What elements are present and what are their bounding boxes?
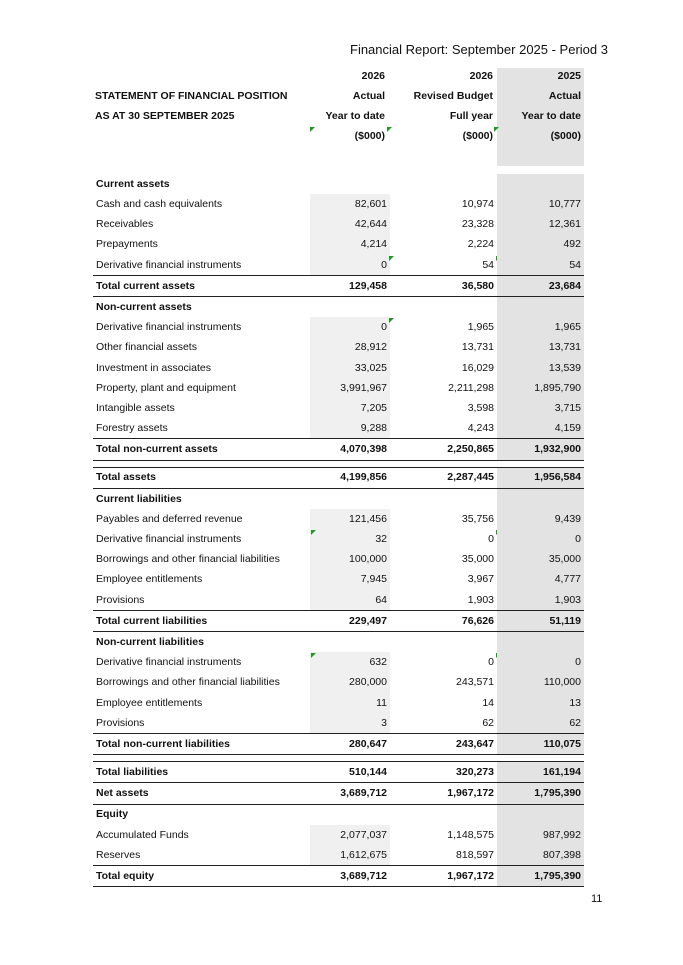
value-2025-actual: 23,684 [497, 275, 584, 296]
value-2026-budget: 13,731 [461, 341, 494, 354]
table-row [93, 529, 584, 549]
value-2026-actual: 1,612,675 [310, 845, 390, 866]
value-2026-actual: 82,601 [310, 194, 390, 214]
row-label: Derivative financial instruments [96, 533, 242, 546]
value-2026-budget: 2,211,298 [448, 381, 494, 394]
value-2025-actual: 110,000 [497, 673, 584, 693]
value-2026-budget: 818,597 [456, 848, 494, 861]
section-header-row [93, 488, 584, 509]
value-2026-actual: 0 [310, 255, 390, 276]
row-label: Receivables [96, 218, 154, 231]
value-2026-actual [310, 174, 390, 194]
value-2025-actual: 13,539 [497, 358, 584, 378]
value-2026-actual [310, 755, 390, 762]
value-2026-actual: 129,458 [310, 275, 390, 296]
value-2025-actual [497, 488, 584, 509]
value-2026-budget: 1,967,172 [390, 866, 497, 887]
value-2026-budget: 35,000 [461, 553, 494, 566]
row-label: Intangible assets [96, 401, 175, 414]
value-2026-budget: 1,965 [467, 321, 494, 334]
comment-marker-icon [311, 530, 316, 535]
value-2026-actual [310, 804, 390, 825]
table-row [93, 673, 584, 693]
value-2026-budget: 1,967,172 [390, 783, 497, 804]
value-2025-actual [497, 297, 584, 318]
value-2025-actual: 1,932,900 [497, 439, 584, 460]
table-row [93, 509, 584, 529]
value-2026-actual: 11 [310, 693, 390, 713]
row-label: Derivative financial instruments [96, 258, 242, 271]
value-2026-budget [390, 174, 497, 194]
row-label: Investment in associates [96, 361, 211, 374]
total-row [93, 610, 584, 631]
value-2026-budget: 2,287,445 [390, 467, 497, 488]
table-row [93, 418, 584, 439]
value-2026-budget [390, 755, 497, 762]
value-2025-actual: 0 [497, 529, 584, 549]
col3-year: 2025 [557, 70, 581, 82]
total-row [93, 275, 584, 296]
row-label: Employee entitlements [96, 573, 203, 586]
table-row [93, 338, 584, 358]
value-2025-actual: 1,795,390 [497, 866, 584, 887]
table-row [93, 214, 584, 234]
value-2026-budget [390, 632, 497, 653]
value-2026-actual: 42,644 [310, 214, 390, 234]
value-2025-actual [497, 632, 584, 653]
value-2026-budget: 243,571 [456, 676, 494, 689]
row-label [93, 460, 310, 467]
value-2026-budget: 4,243 [467, 422, 494, 435]
table-row [93, 194, 584, 214]
row-label: Borrowings and other financial liabilities [96, 553, 280, 566]
value-2025-actual: 161,194 [497, 762, 584, 783]
value-2026-actual: 229,497 [310, 610, 390, 631]
col2-period: Full year [449, 110, 493, 122]
value-2025-actual: 0 [497, 652, 584, 672]
value-2026-actual [310, 632, 390, 653]
table-row [93, 549, 584, 569]
col1-year: 2026 [361, 70, 385, 82]
col2-year: 2026 [469, 70, 493, 82]
value-2025-actual: 1,895,790 [497, 378, 584, 398]
value-2026-budget: 10,974 [461, 198, 494, 211]
row-label: Provisions [96, 593, 145, 606]
value-2026-budget: 23,328 [461, 218, 494, 231]
comment-marker-icon [311, 653, 316, 658]
value-2025-actual: 807,398 [497, 845, 584, 866]
value-2026-budget [390, 297, 497, 318]
row-label: Non-current liabilities [96, 635, 204, 648]
page-number: 11 [591, 893, 603, 905]
value-2026-budget: 0 [390, 529, 497, 549]
value-2026-actual: 121,456 [310, 509, 390, 529]
comment-marker-icon [310, 127, 315, 132]
comment-marker-icon [494, 127, 499, 132]
row-label: Property, plant and equipment [96, 381, 236, 394]
table-row [93, 235, 584, 255]
table-row [93, 358, 584, 378]
row-label: Total current assets [93, 275, 310, 296]
value-2026-budget: 1,148,575 [447, 828, 494, 841]
value-2026-actual: 4,199,856 [310, 467, 390, 488]
section-header-row [93, 804, 584, 825]
value-2026-actual: 280,647 [310, 734, 390, 755]
col3-unit: ($000) [550, 130, 581, 142]
value-2026-actual: 3 [310, 713, 390, 734]
value-2026-budget: 62 [482, 716, 494, 729]
value-2026-actual [310, 460, 390, 467]
value-2026-actual: 510,144 [310, 762, 390, 783]
value-2026-actual: 2,077,037 [310, 825, 390, 845]
col3-period: Year to date [521, 110, 581, 122]
value-2026-actual: 32 [310, 529, 390, 549]
value-2025-actual: 1,903 [497, 590, 584, 611]
row-label: Provisions [96, 716, 145, 729]
value-2025-actual: 13,731 [497, 338, 584, 358]
section-header-row [93, 297, 584, 318]
table-row [93, 845, 584, 866]
value-2026-actual: 33,025 [310, 358, 390, 378]
value-2025-actual: 987,992 [497, 825, 584, 845]
row-label: Derivative financial instruments [96, 656, 242, 669]
row-label [93, 755, 310, 762]
comment-marker-icon [387, 127, 392, 132]
row-label: Current liabilities [96, 492, 182, 505]
table-row [93, 825, 584, 845]
col1-unit: ($000) [354, 130, 385, 142]
table-row [93, 570, 584, 590]
value-2026-budget: 3,967 [467, 573, 494, 586]
row-label: Other financial assets [96, 341, 197, 354]
col2-type: Revised Budget [413, 90, 493, 102]
section-header-row [93, 174, 584, 194]
total-row [93, 866, 584, 887]
value-2025-actual: 1,795,390 [497, 783, 584, 804]
value-2025-actual: 10,777 [497, 194, 584, 214]
value-2026-actual: 64 [310, 590, 390, 611]
row-label: Total current liabilities [93, 610, 310, 631]
row-label: Net assets [93, 783, 310, 804]
value-2025-actual [497, 174, 584, 194]
value-2025-actual: 51,119 [497, 610, 584, 631]
total-row [93, 762, 584, 783]
value-2025-actual: 35,000 [497, 549, 584, 569]
value-2026-actual: 0 [310, 317, 390, 337]
table-row [93, 652, 584, 672]
col2-unit: ($000) [462, 130, 493, 142]
value-2025-actual: 62 [497, 713, 584, 734]
value-2025-actual: 9,439 [497, 509, 584, 529]
value-2026-actual: 632 [310, 652, 390, 672]
value-2026-budget: 14 [482, 696, 494, 709]
table-row [93, 693, 584, 713]
row-label: Borrowings and other financial liabilities [96, 676, 280, 689]
value-2026-actual: 280,000 [310, 673, 390, 693]
section-header-row [93, 632, 584, 653]
row-label: Non-current assets [96, 300, 192, 313]
row-label: Total equity [93, 866, 310, 887]
value-2026-budget: 243,647 [390, 734, 497, 755]
value-2025-actual: 4,777 [497, 570, 584, 590]
value-2025-actual: 13 [497, 693, 584, 713]
row-label: Total non-current assets [93, 439, 310, 460]
row-label: Equity [96, 808, 129, 821]
value-2025-actual: 492 [497, 235, 584, 255]
value-2026-actual: 100,000 [310, 549, 390, 569]
value-2026-actual: 4,070,398 [310, 439, 390, 460]
spacer-row [93, 460, 584, 467]
value-2025-actual [497, 755, 584, 762]
value-2026-budget: 2,224 [467, 238, 494, 251]
statement-date: AS AT 30 SEPTEMBER 2025 [95, 110, 235, 122]
row-label: Forestry assets [96, 422, 168, 435]
value-2025-actual: 1,956,584 [497, 467, 584, 488]
col3-type: Actual [548, 90, 581, 102]
value-2026-budget [390, 488, 497, 509]
value-2026-budget: 3,598 [467, 401, 494, 414]
row-label: Cash and cash equivalents [96, 198, 223, 211]
col1-type: Actual [352, 90, 385, 102]
value-2026-actual: 4,214 [310, 235, 390, 255]
value-2025-actual [497, 460, 584, 467]
row-label: Total liabilities [93, 762, 310, 783]
row-label: Payables and deferred revenue [96, 512, 243, 525]
value-2026-budget: 320,273 [390, 762, 497, 783]
value-2026-actual: 3,689,712 [310, 866, 390, 887]
value-2026-actual: 28,912 [310, 338, 390, 358]
value-2026-budget: 16,029 [461, 361, 494, 374]
value-2026-budget: 1,903 [467, 593, 494, 606]
value-2025-actual: 110,075 [497, 734, 584, 755]
row-label: Derivative financial instruments [96, 321, 242, 334]
value-2026-budget [390, 460, 497, 467]
value-2025-actual: 12,361 [497, 214, 584, 234]
value-2025-actual: 4,159 [497, 418, 584, 439]
row-label: Employee entitlements [96, 696, 203, 709]
value-2025-actual [497, 804, 584, 825]
value-2026-actual [310, 488, 390, 509]
value-2026-actual: 9,288 [310, 418, 390, 439]
row-label: Prepayments [96, 238, 158, 251]
row-label: Current assets [96, 177, 170, 190]
row-label: Accumulated Funds [96, 828, 189, 841]
value-2026-actual: 3,689,712 [310, 783, 390, 804]
spacer-row [93, 755, 584, 762]
table-row [93, 378, 584, 398]
row-label: Reserves [96, 848, 141, 861]
value-2026-budget: 36,580 [390, 275, 497, 296]
table-row [93, 317, 584, 337]
value-2026-actual [310, 297, 390, 318]
total-row [93, 783, 584, 804]
value-2026-budget: 76,626 [390, 610, 497, 631]
value-2026-budget [390, 804, 497, 825]
row-label: Total non-current liabilities [93, 734, 310, 755]
table-row [93, 255, 584, 276]
value-2026-actual: 7,205 [310, 398, 390, 418]
total-row [93, 734, 584, 755]
col1-period: Year to date [325, 110, 385, 122]
value-2026-budget: 0 [390, 652, 497, 672]
financial-position-table [93, 174, 584, 887]
value-2026-budget: 54 [390, 255, 497, 276]
value-2025-actual: 3,715 [497, 398, 584, 418]
report-title: Financial Report: September 2025 - Period 3 [350, 42, 608, 57]
total-row [93, 439, 584, 460]
table-row [93, 590, 584, 611]
value-2026-budget: 35,756 [461, 512, 494, 525]
value-2025-actual: 1,965 [497, 317, 584, 337]
table-row [93, 398, 584, 418]
value-2026-budget: 2,250,865 [390, 439, 497, 460]
table-row [93, 713, 584, 734]
row-label: Total assets [93, 467, 310, 488]
total-row [93, 467, 584, 488]
value-2026-actual: 3,991,967 [310, 378, 390, 398]
value-2026-actual: 7,945 [310, 570, 390, 590]
value-2025-actual: 54 [497, 255, 584, 276]
statement-title: STATEMENT OF FINANCIAL POSITION [95, 90, 288, 102]
